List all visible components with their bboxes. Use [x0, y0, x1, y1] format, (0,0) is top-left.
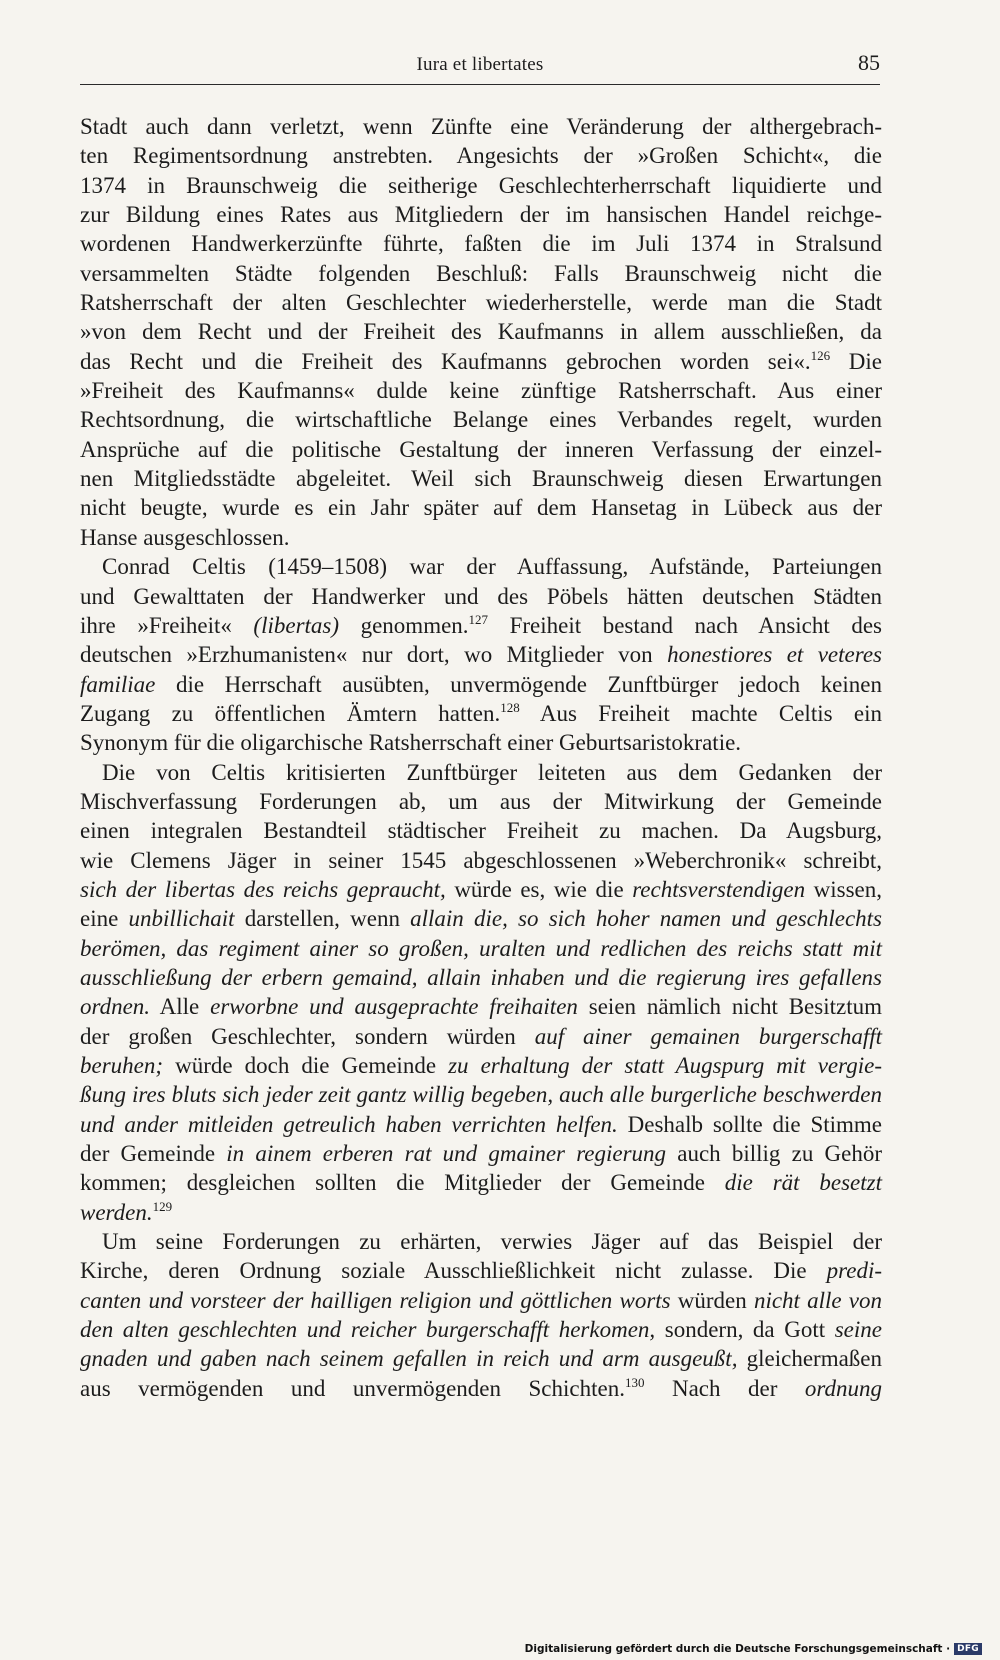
text-segment: die Herrschaft ausübten, unvermögende Zunftbürger jedoch keinen — [155, 671, 882, 697]
text-segment: Um seine Forderungen zu erhärten, verwies Jäger auf das Beispiel der — [102, 1229, 882, 1255]
text-segment: Die — [830, 348, 882, 374]
text-segment: versammelten Städte folgenden Beschluß: Falls Braunschweig nicht die — [80, 260, 882, 286]
italic-text: allain die, so sich hoher namen und geschlechts — [410, 906, 883, 932]
text-line — [80, 963, 882, 992]
italic-text: beruhen; — [80, 1053, 164, 1078]
text-segment: würde doch die Gemeinde — [163, 1053, 449, 1078]
italic-text: auf ainer gemainen burgerschafft — [534, 1023, 882, 1049]
text-segment: Freiheit bestand nach Ansicht des — [488, 612, 883, 638]
text-segment: kommen; desgleichen sollten die Mitglieder der Gemeinde — [80, 1170, 725, 1196]
running-header — [80, 50, 880, 85]
text-segment: eine — [80, 906, 129, 932]
italic-text: den alten geschlechten und reicher burgerschafft herkomen, — [80, 1317, 656, 1343]
text-line — [80, 1022, 882, 1051]
text-line — [80, 405, 882, 434]
text-segment: ihre »Freiheit« — [80, 612, 254, 638]
text-segment: »Freiheit des Kaufmanns« dulde keine zünftige Ratsherrschaft. Aus einer — [80, 378, 882, 404]
text-segment: Die von Celtis kritisierten Zunftbürger leiteten aus dem Gedanken der — [102, 759, 882, 785]
text-line — [80, 934, 882, 963]
italic-text: ausschließung der erbern gemaind, allain inhaben und die regierung ires gefallens — [80, 964, 882, 990]
italic-text: zu erhaltung der statt Augspurg mit vergie- — [448, 1053, 882, 1078]
italic-text: familiae — [80, 671, 156, 697]
italic-text: werden. — [80, 1199, 153, 1225]
text-line — [80, 493, 882, 522]
text-line — [80, 670, 882, 699]
text-line — [80, 1227, 882, 1256]
body-text — [80, 112, 882, 1403]
text-segment: darstellen, wenn — [234, 906, 411, 932]
text-segment: Aus Freiheit machte Celtis ein — [519, 700, 882, 726]
text-segment: ten Regimentsordnung anstrebten. Angesichts der »Großen Schicht«, die — [80, 143, 882, 169]
text-line — [80, 259, 882, 288]
text-segment: nicht beugte, wurde es ein Jahr später auf dem Hansetag in Lübeck aus der — [80, 495, 882, 521]
text-line — [80, 1051, 882, 1080]
text-segment: 1374 in Braunschweig die seitherige Geschlechterherrschaft liquidierte und — [80, 172, 882, 198]
italic-text: canten und vorsteer der hailligen religion und göttlichen worts — [80, 1287, 671, 1313]
text-line — [80, 141, 882, 170]
text-line — [80, 582, 882, 611]
dfg-logo: DFG — [954, 1643, 982, 1655]
text-line — [80, 1286, 882, 1315]
text-line — [80, 552, 882, 581]
text-line — [80, 1139, 882, 1168]
text-segment: und Gewalttaten der Handwerker und des Pöbels hätten deutschen Städten — [80, 583, 882, 609]
italic-text: sich der libertas des reichs gepraucht, — [80, 876, 446, 902]
text-segment: Hanse ausgeschlossen. — [80, 524, 290, 550]
italic-text: honestiores et veteres — [667, 642, 882, 668]
text-line — [80, 992, 882, 1021]
text-line — [80, 1080, 882, 1109]
italic-text: (libertas) — [253, 612, 340, 638]
text-segment: würden — [670, 1287, 754, 1313]
footnote-ref: 126 — [810, 347, 831, 363]
text-line — [80, 728, 882, 757]
italic-text: und ander mitleiden getreulich haben verrichten helfen. — [80, 1111, 618, 1137]
text-line — [80, 1315, 882, 1344]
italic-text: ßung ires bluts sich jeder zeit gantz willig begeben, auch alle burgerliche beschwerden — [80, 1082, 882, 1108]
italic-text: seine — [834, 1317, 882, 1343]
text-line — [80, 758, 882, 787]
text-line — [80, 112, 882, 141]
text-line — [80, 435, 882, 464]
text-segment: der großen Geschlechter, sondern würden — [80, 1023, 535, 1049]
text-line — [80, 640, 882, 669]
text-segment: der Gemeinde — [80, 1141, 227, 1167]
italic-text: erworbne und ausgeprachte freihaiten — [210, 994, 578, 1020]
text-line — [80, 875, 882, 904]
text-line — [80, 200, 882, 229]
italic-text: nicht alle von — [753, 1287, 882, 1313]
text-segment: Conrad Celtis (1459–1508) war der Auffassung, Aufstände, Parteiungen — [102, 554, 882, 580]
italic-text: ordnung — [804, 1375, 882, 1401]
footnote-ref: 127 — [468, 611, 489, 627]
text-segment: Synonym für die oligarchische Ratsherrschaft einer Geburtsaristokratie. — [80, 730, 742, 756]
text-segment: gleichermaßen — [737, 1346, 882, 1372]
text-line — [80, 464, 882, 493]
text-line — [80, 376, 882, 405]
italic-text: gnaden und gaben nach seinem gefallen in reich und arm ausgeußt, — [80, 1346, 738, 1372]
digitization-credit — [525, 1642, 982, 1656]
text-segment: seien nämlich nicht Besitztum — [577, 994, 882, 1020]
text-segment: wordenen Handwerkerzünfte führte, faßten die im Juli 1374 in Stralsund — [80, 231, 882, 257]
text-line — [80, 1256, 882, 1285]
text-segment: Ratsherrschaft der alten Geschlechter wiederherstelle, werde man die Stadt — [80, 290, 882, 316]
text-segment: Zugang zu öffentlichen Ämtern hatten. — [80, 700, 501, 726]
text-line — [80, 787, 882, 816]
footnote-ref: 128 — [500, 699, 520, 715]
text-segment: sondern, da Gott — [655, 1317, 835, 1343]
italic-text: berömen, das regiment ainer so großen, uralten und redlichen des reichs statt mit — [80, 935, 882, 961]
text-segment: einen integralen Bestandteil städtischer Freiheit zu machen. Da Augsburg, — [80, 818, 882, 844]
footnote-ref: 129 — [152, 1198, 173, 1214]
text-line — [80, 1344, 882, 1373]
text-segment: zur Bildung eines Rates aus Mitgliedern der im hansischen Handel reichge- — [80, 202, 882, 228]
text-line — [80, 288, 882, 317]
text-line — [80, 846, 882, 875]
text-segment: Rechtsordnung, die wirtschaftliche Belange eines Verbandes regelt, wurden — [80, 407, 882, 433]
text-line — [80, 1198, 882, 1227]
credit-text: Digitalisierung gefördert durch die Deutsche Forschungsgemeinschaft · — [524, 1643, 951, 1655]
text-segment: wissen, — [805, 876, 882, 902]
text-segment: Kirche, deren Ordnung soziale Ausschließlichkeit nicht zulasse. Die — [80, 1258, 827, 1284]
text-line — [80, 816, 882, 845]
text-segment: Deshalb sollte die Stimme — [617, 1111, 883, 1137]
text-segment: »von dem Recht und der Freiheit des Kaufmanns in allem ausschließen, da — [80, 319, 882, 345]
text-line — [80, 347, 882, 376]
text-segment: würde es, wie die — [445, 876, 633, 902]
text-segment: wie Clemens Jäger in seiner 1545 abgeschlossenen »Weberchronik« schreibt, — [80, 847, 882, 873]
text-line — [80, 904, 882, 933]
text-line — [80, 611, 882, 640]
text-line — [80, 699, 882, 728]
text-segment: Alle — [150, 994, 211, 1020]
text-segment: Stadt auch dann verletzt, wenn Zünfte eine Veränderung der althergebrach- — [80, 114, 882, 139]
italic-text: predi- — [826, 1258, 882, 1284]
text-segment: Nach der — [644, 1375, 805, 1401]
text-segment: das Recht und die Freiheit des Kaufmanns gebrochen worden sei«. — [80, 348, 811, 374]
text-segment: genommen. — [339, 612, 469, 638]
italic-text: rechtsverstendigen — [632, 876, 806, 902]
italic-text: ordnen. — [80, 994, 151, 1020]
text-segment: Ansprüche auf die politische Gestaltung der inneren Verfassung der einzel- — [80, 436, 882, 462]
running-title: Iura et libertates — [416, 54, 544, 75]
text-segment: deutschen »Erzhumanisten« nur dort, wo Mitglieder von — [80, 642, 668, 668]
italic-text: in ainem erberen rat und gmainer regierung — [226, 1141, 667, 1167]
footnote-ref: 130 — [624, 1374, 645, 1390]
text-line — [80, 1168, 882, 1197]
text-segment: aus vermögenden und unvermögenden Schichten. — [80, 1375, 625, 1401]
text-segment: nen Mitgliedsstädte abgeleitet. Weil sich Braunschweig diesen Erwartungen — [80, 466, 882, 492]
text-line — [80, 317, 882, 346]
page-number: 85 — [858, 50, 880, 75]
text-segment: Mischverfassung Forderungen ab, um aus der Mitwirkung der Gemeinde — [80, 788, 882, 814]
italic-text: die rät besetzt — [724, 1170, 882, 1196]
text-line — [80, 171, 882, 200]
text-line — [80, 1110, 882, 1139]
text-line — [80, 523, 882, 552]
text-segment: auch billig zu Gehör — [666, 1141, 882, 1167]
text-line — [80, 1374, 882, 1403]
italic-text: unbillichait — [128, 906, 235, 932]
text-line — [80, 229, 882, 258]
